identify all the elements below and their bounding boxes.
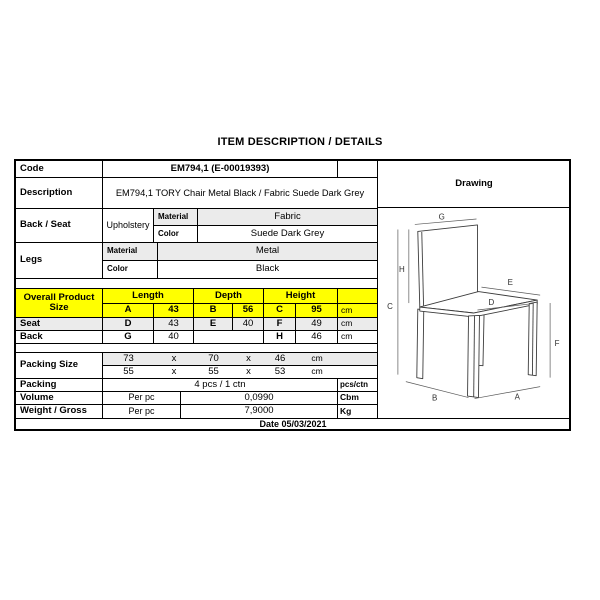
back-row-label: Back [15, 330, 103, 344]
legs-material-value: Metal [157, 242, 378, 261]
description-label: Description [15, 177, 103, 209]
pack1-x1: x [171, 352, 177, 364]
seat-row-label: Seat [15, 317, 103, 331]
seat-f-key: F [263, 317, 296, 331]
seat-e-key: E [193, 317, 233, 331]
pack1-v1: 73 [123, 352, 134, 364]
back-unit: cm [337, 330, 378, 344]
weight-label: Weight / Gross [15, 404, 103, 419]
pack2-x2: x [246, 365, 251, 377]
size-a-key: A [102, 303, 154, 318]
size-a-value: 43 [153, 303, 194, 318]
size-b-value: 56 [232, 303, 264, 318]
back-seat-color-key: Color [153, 225, 198, 243]
pack1-v3: 46 [274, 352, 286, 364]
volume-label: Volume [15, 391, 103, 405]
description-value: EM794,1 TORY Chair Metal Black / Fabric Suede Dark Grey [102, 177, 378, 209]
overall-size-label [15, 288, 103, 318]
pack1-v2: 70 [208, 352, 219, 364]
seat-e-value: 40 [232, 317, 264, 331]
packing-value: 4 pcs / 1 ctn [102, 378, 338, 392]
dim-label-b: B [432, 393, 438, 403]
header-unit-spare [337, 288, 378, 304]
pack1-x2: x [246, 352, 251, 364]
back-empty-cell [193, 330, 264, 344]
back-seat-material-value: Fabric [197, 208, 378, 226]
pack2-v2: 55 [208, 365, 219, 377]
pack2-unit: cm [311, 366, 323, 377]
date-row: Date 05/03/2021 [15, 418, 571, 431]
volume-unit: Cbm [337, 391, 378, 405]
dim-label-g: G [438, 211, 445, 221]
header-height: Height [263, 288, 338, 304]
pack2-x1: x [171, 365, 177, 377]
upholstery-label: Upholstery [102, 208, 154, 243]
dim-label-h: H [399, 264, 405, 274]
back-g-key: G [102, 330, 154, 344]
pack2-v3: 53 [274, 365, 286, 377]
pack2-v1: 55 [123, 365, 134, 377]
back-seat-material-key: Material [153, 208, 198, 226]
overall-size-label-line2: Size [49, 302, 69, 313]
overall-size-label-line1: Overall Product [23, 291, 95, 303]
page-title: ITEM DESCRIPTION / DETAILS [217, 136, 383, 148]
code-value: EM794,1 (E-00019393) [102, 160, 338, 178]
code-spare-cell [337, 160, 378, 178]
packing-size-row-2 [102, 365, 378, 379]
back-g-value: 40 [153, 330, 194, 344]
size-c-value: 95 [295, 303, 338, 318]
size-b-key: B [193, 303, 233, 318]
back-seat-label: Back / Seat [15, 208, 103, 243]
code-label: Code [15, 160, 103, 178]
legs-label: Legs [15, 242, 103, 279]
dim-label-a: A [514, 392, 520, 402]
packing-label: Packing [15, 378, 103, 392]
weight-basis: Per pc [102, 404, 181, 419]
dim-label-f: F [554, 338, 560, 348]
volume-value: 0,0990 [180, 391, 338, 405]
seat-f-value: 49 [295, 317, 338, 331]
dim-label-d: D [488, 297, 495, 307]
dim-label-e: E [507, 277, 513, 287]
drawing-cell [377, 207, 571, 419]
back-h-value: 46 [295, 330, 338, 344]
back-h-key: H [263, 330, 296, 344]
seat-d-key: D [102, 317, 154, 331]
weight-unit: Kg [337, 404, 378, 419]
packing-size-row-1 [102, 352, 378, 366]
dim-label-c: C [387, 301, 393, 311]
volume-basis: Per pc [102, 391, 181, 405]
header-length: Length [102, 288, 194, 304]
size-c-key: C [263, 303, 296, 318]
pack1-unit: cm [311, 353, 323, 364]
back-seat-color-value: Suede Dark Grey [197, 225, 378, 243]
weight-value: 7,9000 [180, 404, 338, 419]
header-depth: Depth [193, 288, 264, 304]
size-unit: cm [337, 303, 378, 318]
legs-color-value: Black [157, 260, 378, 279]
seat-d-value: 43 [153, 317, 194, 331]
legs-color-key: Color [102, 260, 158, 279]
packing-unit: pcs/ctn [337, 378, 378, 392]
drawing-header: Drawing [377, 160, 571, 208]
seat-unit: cm [337, 317, 378, 331]
packing-size-label: Packing Size [15, 352, 103, 379]
chair-drawing [378, 208, 570, 419]
legs-material-key: Material [102, 242, 158, 261]
